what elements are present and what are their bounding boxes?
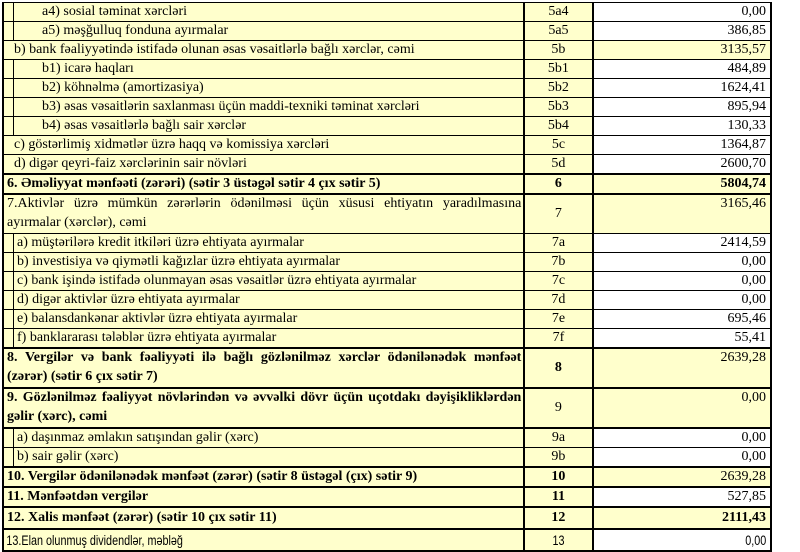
row-value-cell [593,194,771,234]
row-code: 7a [551,235,566,250]
row-code-cell [524,22,592,41]
row-label-cell [3,79,524,98]
row-code: 10 [551,469,566,484]
table-row [3,388,771,428]
row-value-cell [593,467,771,487]
table-row [3,329,771,349]
row-label-cell [3,155,524,175]
row-label: b) bank fəaliyyətində istifadə olunan əsas vəsaitlərlə bağlı xərclər, cəmi [14,42,415,57]
indent-divider [4,291,14,309]
row-code-cell [524,329,592,349]
row-label-cell [3,253,524,272]
row-value-cell [593,507,771,529]
table-row [3,234,771,253]
table-row [3,194,771,234]
table-row [3,253,771,272]
row-label: a) müştərilərə kredit itkiləri üzrə ehtiyata ayırmalar [17,235,304,250]
row-label-cell [3,388,524,428]
row-label: b1) icarə haqları [42,61,134,76]
row-code-cell [524,155,592,175]
row-code: 5c [551,137,566,152]
row-label: c) bank işində istifadə olunmayan əsas vəsaitlər üzrə ehtiyata ayırmalar [17,273,417,288]
row-code-cell [524,529,592,551]
table-row [3,291,771,310]
row-value: 2639,28 [720,469,766,484]
row-label: 12. Xalis mənfəət (zərər) (sətir 10 çıx sətir 11) [7,510,277,525]
row-code: 6 [554,176,562,191]
row-code: 7c [551,273,566,288]
row-label-cell [3,98,524,117]
row-label-cell [3,60,524,79]
indent-divider [4,429,14,447]
row-code-cell [524,3,592,22]
row-label-cell [3,272,524,291]
table-row [3,98,771,117]
indent-divider [4,117,14,135]
indent-divider [4,3,14,21]
row-value-cell [593,234,771,253]
row-value: 1624,41 [720,80,766,95]
row-label-cell [3,310,524,329]
row-value-cell [593,487,771,507]
row-value-cell [593,291,771,310]
row-code: 12 [551,510,566,525]
row-code: 11 [551,489,566,504]
row-label: d) digər aktivlər üzrə ehtiyata ayırmalar [17,292,240,307]
row-label-cell [3,329,524,349]
row-label-cell [3,507,524,529]
row-code-cell [524,60,592,79]
financial-table [2,2,772,552]
table-row [3,79,771,98]
row-value: 0,00 [741,254,766,269]
row-label: b2) köhnəlmə (amortizasiya) [42,80,204,95]
row-label-cell [3,428,524,448]
row-label: b) sair gəlir (xərc) [17,449,119,464]
row-label: f) banklararası tələblər üzrə ehtiyata ayırmalar [17,330,277,345]
row-value: 3135,57 [720,42,766,57]
row-label: d) digər qeyri-faiz xərclərinin sair növləri [14,156,247,171]
row-label-cell [3,467,524,487]
row-code-cell [524,388,592,428]
row-code-cell [524,348,592,388]
row-code: 7b [551,254,566,269]
table-row [3,60,771,79]
row-value-cell [593,388,771,428]
row-value-cell [593,529,771,551]
table-row [3,348,771,388]
row-value-cell [593,136,771,155]
row-value-cell [593,3,771,22]
row-value: 130,33 [727,118,766,133]
row-value-cell [593,348,771,388]
row-code-cell [524,291,592,310]
row-code-cell [524,253,592,272]
row-label-cell [3,448,524,468]
row-code: 7e [551,311,566,326]
row-label-cell [3,348,524,388]
row-code-cell [524,272,592,291]
row-value: 695,46 [727,311,766,326]
row-value: 0,00 [741,430,766,445]
row-label-cell [3,22,524,41]
row-label-cell [3,234,524,253]
row-label-cell [3,3,524,22]
row-code-cell [524,448,592,468]
row-label: a) daşınmaz əmlakın satışından gəlir (xərc) [17,430,259,445]
row-code: 9a [551,430,566,445]
indent-divider [4,272,14,290]
row-code: 8 [554,360,562,375]
row-code: 5b4 [547,118,569,133]
row-value-cell [593,60,771,79]
table-row [3,136,771,155]
row-value: 0,00 [744,532,766,548]
row-label: 11. Mənfəətdən vergilər [7,489,149,504]
row-value: 55,41 [734,330,766,345]
row-code-cell [524,41,592,60]
table-row [3,272,771,291]
row-label: e) balansdankənar aktivlər üzrə ehtiyata ayırmalar [17,311,298,326]
row-label: b3) əsas vəsaitlərin saxlanması üçün maddi-texniki təminat xərcləri [42,99,420,114]
row-value: 2639,28 [720,350,766,365]
row-label-cell [3,136,524,155]
row-value: 484,89 [727,61,766,76]
indent-divider [4,98,14,116]
row-label-cell [3,529,524,551]
table-row [3,3,771,22]
indent-divider [4,234,14,252]
row-value: 0,00 [741,273,766,288]
row-code-cell [524,79,592,98]
row-code: 13 [552,532,565,548]
table-row [3,507,771,529]
row-code-cell [524,310,592,329]
row-value-cell [593,41,771,60]
indent-divider [4,329,14,347]
row-value: 2600,70 [720,156,766,171]
row-value-cell [593,310,771,329]
row-code: 9 [554,400,562,415]
row-label: 9. Gözlənilməz fəaliyyət növlərindən və əvvəlki dövr üçün uçotdakı dəyişikliklərdən gəlir (xərc), cəmi [7,390,522,424]
table-row [3,467,771,487]
row-value: 0,00 [741,390,766,405]
table-row [3,41,771,60]
row-value-cell [593,22,771,41]
row-code-cell [524,194,592,234]
row-value: 895,94 [727,99,766,114]
row-label-cell [3,487,524,507]
table-row [3,529,771,551]
indent-divider [4,310,14,328]
indent-divider [4,253,14,271]
row-code: 5b1 [547,61,569,76]
row-value-cell [593,329,771,349]
row-value: 386,85 [727,23,766,38]
row-value-cell [593,79,771,98]
table-row [3,428,771,448]
row-code-cell [524,174,592,194]
indent-divider [4,448,14,466]
row-code: 7f [552,330,565,345]
row-code: 5b3 [547,99,569,114]
row-value: 0,00 [741,292,766,307]
report-fragment [2,2,772,552]
row-value: 5804,74 [720,176,766,191]
row-label-cell [3,41,524,60]
row-code-cell [524,467,592,487]
row-value: 527,85 [727,489,766,504]
row-value-cell [593,98,771,117]
row-value-cell [593,448,771,468]
row-code-cell [524,507,592,529]
row-code: 7d [551,292,566,307]
row-value: 3165,46 [720,196,766,211]
row-code: 7 [554,206,562,221]
row-label: a5) məşğulluq fonduna ayırmalar [42,23,229,38]
row-label-cell [3,174,524,194]
table-row [3,310,771,329]
row-code-cell [524,98,592,117]
row-code-cell [524,136,592,155]
row-label: 8. Vergilər və bank fəaliyyəti ilə bağlı gözlənilməz xərclər ödənilənədək mənfəət (zərər) (sətir 6 çıx sətir 7) [7,350,522,384]
row-label: 7.Aktivlər üzrə mümkün zərərlərin ödənilməsi üçün xüsusi ehtiyatın yaradılmasına ayırmalar (xərclər), cəmi [7,196,522,230]
row-value: 0,00 [741,449,766,464]
row-code: 5b2 [547,80,569,95]
row-label: a4) sosial təminat xərcləri [42,4,187,19]
row-label: 13.Elan olunmuş dividendlər, məbləğ [6,532,183,548]
row-code: 5a5 [548,23,569,38]
row-value-cell [593,428,771,448]
row-value: 2111,43 [722,510,766,525]
row-label: b) investisiya və qiymətli kağızlar üzrə ehtiyata ayırmalar [17,254,341,269]
indent-divider [4,60,14,78]
row-code: 5d [551,156,566,171]
row-value-cell [593,117,771,136]
row-code: 5b [551,42,566,57]
row-code-cell [524,487,592,507]
row-label: b4) əsas vəsaitlərlə bağlı sair xərclər [42,118,247,133]
row-label-cell [3,194,524,234]
row-label: 10. Vergilər ödənilənədək mənfəət (zərər) (sətir 8 üstəgəl (çıx) sətir 9) [7,469,418,484]
row-value-cell [593,155,771,175]
income-table-body [3,3,771,552]
row-value-cell [593,272,771,291]
row-value: 2414,59 [720,235,766,250]
indent-divider [4,79,14,97]
row-label-cell [3,117,524,136]
row-value: 1364,87 [720,137,766,152]
row-value: 0,00 [741,4,766,19]
row-label: 6. Əməliyyat mənfəəti (zərəri) (sətir 3 üstəgəl sətir 4 çıx sətir 5) [7,176,381,191]
row-code: 9b [551,449,566,464]
table-row [3,117,771,136]
row-code-cell [524,428,592,448]
table-row [3,22,771,41]
row-code-cell [524,234,592,253]
table-row [3,174,771,194]
row-label: c) göstərlimiş xidmətlər üzrə haqq və komissiya xərcləri [14,137,330,152]
indent-divider [4,22,14,40]
table-row [3,448,771,468]
table-row [3,155,771,175]
row-value-cell [593,253,771,272]
row-value-cell [593,174,771,194]
row-code: 5a4 [548,4,569,19]
row-code-cell [524,117,592,136]
row-label-cell [3,291,524,310]
table-row [3,487,771,507]
